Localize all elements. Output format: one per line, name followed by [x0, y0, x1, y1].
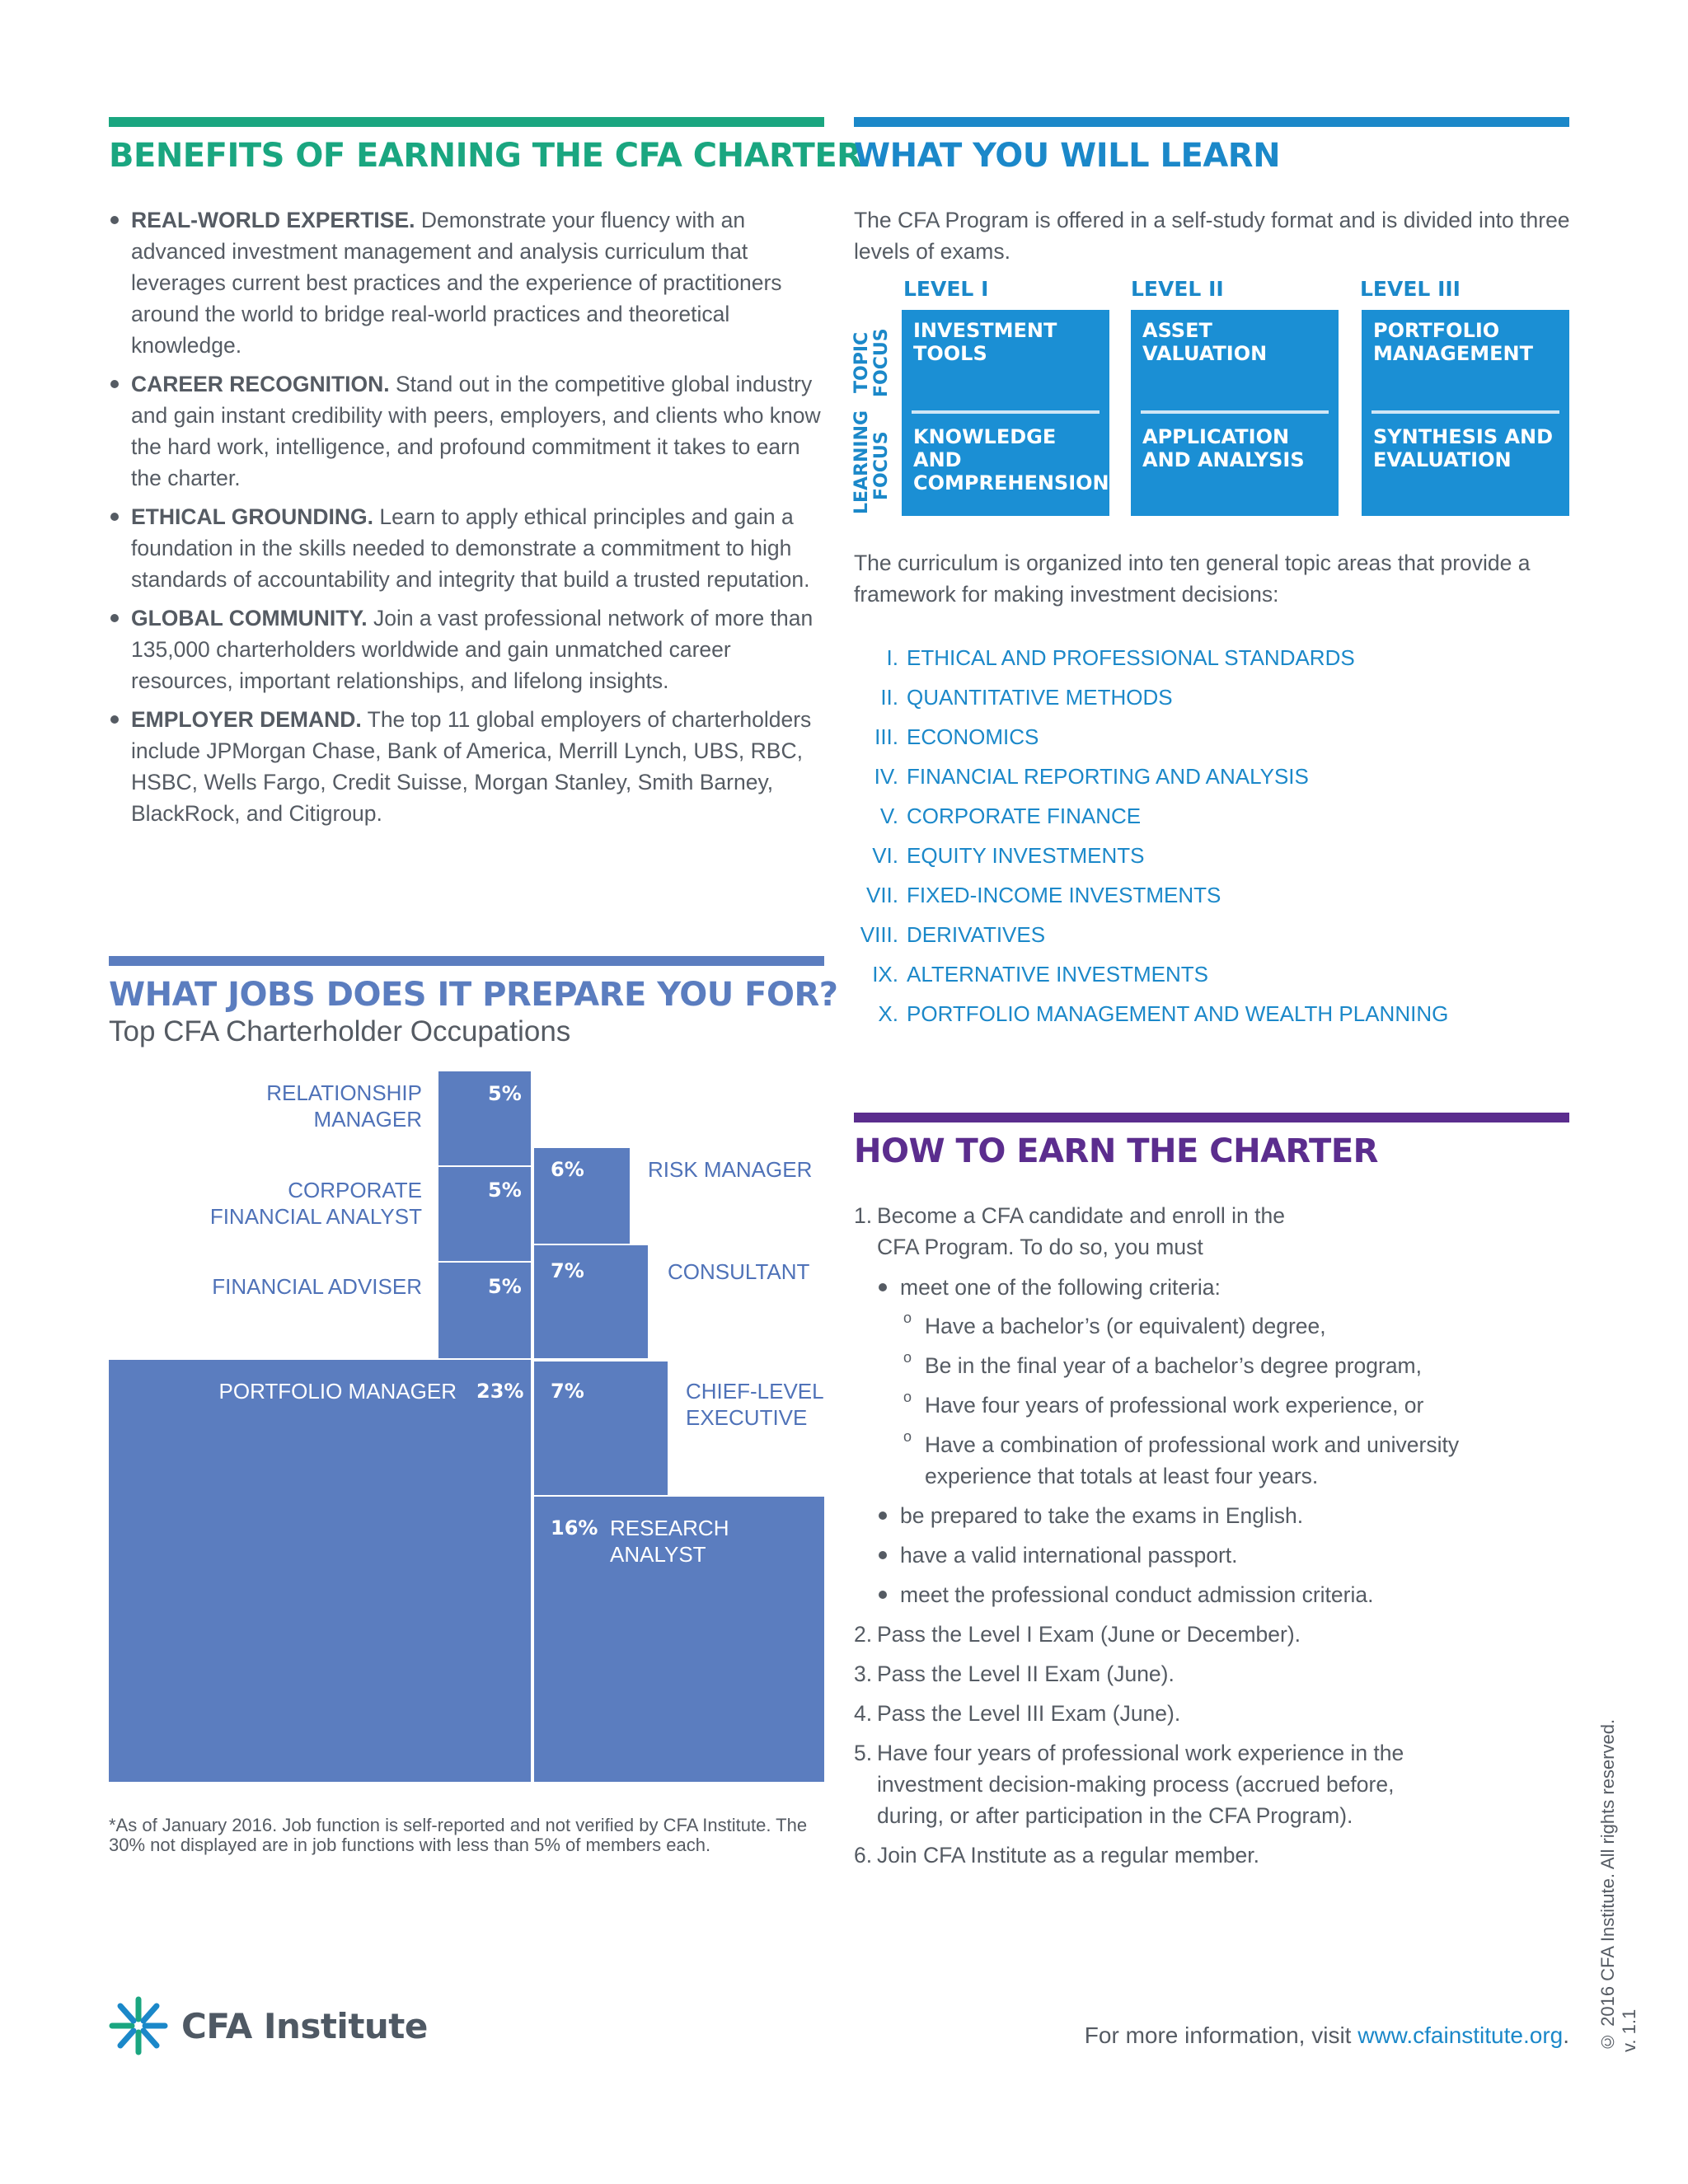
criterion-item-cont: experience that totals at least four years. — [925, 1464, 1319, 1488]
topic-area-item: IX. ALTERNATIVE INVESTMENTS — [872, 962, 1208, 987]
sub-bullet-circle: o — [903, 1428, 912, 1445]
topic-area-item: VIII. DERIVATIVES — [860, 922, 1046, 947]
benefit-item: GLOBAL COMMUNITY. Join a vast professional network of more than 135,000 charterholders worldwide and gain unmatched career resources, important relationships, and lifelong insights. — [109, 602, 824, 696]
step-3: 3. Pass the Level II Exam (June). — [854, 1661, 1175, 1686]
level-divider — [1141, 410, 1329, 414]
step-1-cont: CFA Program. To do so, you must — [877, 1235, 1203, 1259]
level-3-label: LEVEL III — [1360, 277, 1461, 301]
sub-bullet-circle: o — [903, 1349, 912, 1366]
bullet-dot — [879, 1591, 887, 1599]
pct-financial-adviser: 5% — [488, 1275, 522, 1298]
block-portfolio-manager — [109, 1360, 531, 1782]
criterion-item: Have a combination of professional work and university — [925, 1432, 1460, 1457]
step-1: 1. Become a CFA candidate and enroll in the — [854, 1203, 1285, 1228]
label-relationship-manager: RELATIONSHIP MANAGER — [266, 1080, 422, 1132]
logo-text: CFA Institute — [181, 2005, 428, 2046]
step-2: 2. Pass the Level I Exam (June or December). — [854, 1622, 1301, 1647]
jobs-accent-bar — [109, 956, 824, 966]
sub-bullet-circle: o — [903, 1389, 912, 1405]
level-3-focus: SYNTHESIS AND EVALUATION — [1373, 425, 1554, 471]
pct-corporate-financial-analyst: 5% — [488, 1179, 522, 1202]
requirement-item: meet the professional conduct admission criteria. — [900, 1582, 1374, 1607]
sub-bullet-circle: o — [903, 1310, 912, 1326]
step-6: 6. Join CFA Institute as a regular member. — [854, 1843, 1259, 1868]
topic-area-item: VII. FIXED-INCOME INVESTMENTS — [865, 883, 1221, 907]
benefits-heading: BENEFITS OF EARNING THE CFA CHARTER — [109, 137, 862, 175]
benefits-list — [109, 204, 824, 837]
step-5-cont: investment decision-making process (accrued before, — [877, 1772, 1395, 1797]
label-consultant: CONSULTANT — [668, 1259, 810, 1284]
topic-area-item: X. PORTFOLIO MANAGEMENT AND WEALTH PLANNING — [878, 1001, 1449, 1026]
level-2-box — [1131, 310, 1339, 516]
level-2-label: LEVEL II — [1131, 277, 1224, 301]
level-divider — [912, 410, 1100, 414]
bullet-dot — [879, 1511, 887, 1520]
level-1-topic: INVESTMENT TOOLS — [913, 319, 1057, 365]
jobs-footnote: *As of January 2016. Job function is self-reported and not verified by CFA Institute. The 30% not displayed are in job functions with less than 5% of members each. — [109, 1815, 808, 1855]
pct-relationship-manager: 5% — [488, 1082, 522, 1105]
cfa-institute-logo[interactable] — [107, 1994, 428, 2057]
label-chief-level-executive: CHIEF-LEVEL EXECUTIVE — [686, 1379, 824, 1430]
bullet-dot — [879, 1283, 887, 1291]
cfa-logo-icon — [107, 1994, 170, 2057]
label-portfolio-manager: PORTFOLIO MANAGER — [218, 1379, 457, 1404]
criterion-item: Be in the final year of a bachelor’s degree program, — [925, 1353, 1422, 1378]
version-label: v. 1.1 — [1619, 2008, 1639, 2052]
requirement-item: have a valid international passport. — [900, 1543, 1238, 1568]
benefit-item: ETHICAL GROUNDING. Learn to apply ethical principles and gain a foundation in the skills needed to demonstrate a commitment to high standards of accountability and integrity that build a trusted reputation. — [109, 501, 824, 595]
requirement-item: be prepared to take the exams in English. — [900, 1503, 1304, 1528]
criterion-item: Have four years of professional work experience, or — [925, 1393, 1424, 1418]
level-2-focus: APPLICATION AND ANALYSIS — [1142, 425, 1305, 471]
pct-portfolio-manager: 23% — [476, 1380, 524, 1403]
benefit-item: REAL-WORLD EXPERTISE. Demonstrate your fluency with an advanced investment management and analysis curriculum that leverages current best practices and the experience of practitioners around the world to bridge real-world practices and theoretical knowledge. — [109, 204, 824, 361]
pct-risk-manager: 6% — [551, 1158, 584, 1181]
curriculum-intro: The curriculum is organized into ten general topic areas that provide a framework for making investment decisions: — [854, 551, 1531, 607]
label-financial-adviser: FINANCIAL ADVISER — [212, 1274, 422, 1299]
level-1-box — [902, 310, 1109, 516]
benefit-item: EMPLOYER DEMAND. The top 11 global employers of charterholders include JPMorgan Chase, Bank of America, Merrill Lynch, UBS, RBC, HSBC, Wells Fargo, Credit Suisse, Morgan Stanley, Smith Barney, BlackRock, and Citigroup. — [109, 704, 824, 829]
topic-area-item: VI. EQUITY INVESTMENTS — [872, 843, 1145, 868]
learn-heading: WHAT YOU WILL LEARN — [854, 137, 1281, 175]
bullet-dot — [879, 1551, 887, 1559]
learning-focus-side-label: LEARNING FOCUS — [851, 410, 892, 514]
footer-info: For more information, visit www.cfainstitute.org. — [1084, 2022, 1569, 2048]
label-research-analyst: RESEARCH ANALYST — [610, 1516, 729, 1567]
step-5-cont: during, or after participation in the CFA Program). — [877, 1803, 1353, 1828]
level-1-focus: KNOWLEDGE AND COMPREHENSION — [913, 425, 1109, 494]
learn-intro: The CFA Program is offered in a self-study format and is divided into three levels of exams. — [854, 208, 1570, 264]
topic-focus-side-label: TOPIC FOCUS — [851, 328, 892, 397]
label-risk-manager: RISK MANAGER — [648, 1157, 813, 1182]
benefits-accent-bar — [109, 117, 824, 127]
jobs-subtitle: Top CFA Charterholder Occupations — [109, 1015, 571, 1047]
earn-heading: HOW TO EARN THE CHARTER — [854, 1132, 1378, 1170]
pct-chief-level-executive: 7% — [551, 1380, 584, 1403]
level-3-box — [1362, 310, 1569, 516]
level-3-topic: PORTFOLIO MANAGEMENT — [1373, 319, 1533, 365]
label-corporate-financial-analyst: CORPORATE FINANCIAL ANALYST — [209, 1178, 422, 1229]
topic-area-item: V. CORPORATE FINANCE — [879, 804, 1142, 828]
topic-area-item: IV. FINANCIAL REPORTING AND ANALYSIS — [874, 764, 1309, 789]
level-2-topic: ASSET VALUATION — [1142, 319, 1268, 365]
topic-area-item: II. QUANTITATIVE METHODS — [880, 685, 1173, 710]
step-5: 5. Have four years of professional work experience in the — [854, 1741, 1404, 1765]
copyright-notice: © 2016 CFA Institute. All rights reserved. v. 1.1 — [1597, 1698, 1630, 2052]
topic-area-item: III. ECONOMICS — [874, 724, 1039, 749]
level-divider — [1372, 410, 1559, 414]
pct-consultant: 7% — [551, 1259, 584, 1282]
benefit-item: CAREER RECOGNITION. Stand out in the competitive global industry and gain instant credibility with peers, employers, and clients who know the hard work, intelligence, and profound commitment it takes to earn the charter. — [109, 368, 824, 494]
topic-area-item: I. ETHICAL AND PROFESSIONAL STANDARDS — [886, 645, 1355, 670]
website-link[interactable]: www.cfainstitute.org — [1357, 2022, 1564, 2048]
level-1-label: LEVEL I — [903, 277, 989, 301]
criterion-item: Have a bachelor’s (or equivalent) degree, — [925, 1314, 1326, 1338]
criteria-intro: meet one of the following criteria: — [900, 1275, 1221, 1300]
jobs-heading: WHAT JOBS DOES IT PREPARE YOU FOR? — [109, 976, 838, 1014]
topic-areas-list — [854, 641, 1448, 1037]
learn-accent-bar — [854, 117, 1569, 127]
step-4: 4. Pass the Level III Exam (June). — [854, 1701, 1181, 1726]
pct-research-analyst: 16% — [551, 1516, 598, 1540]
earn-accent-bar — [854, 1113, 1569, 1122]
